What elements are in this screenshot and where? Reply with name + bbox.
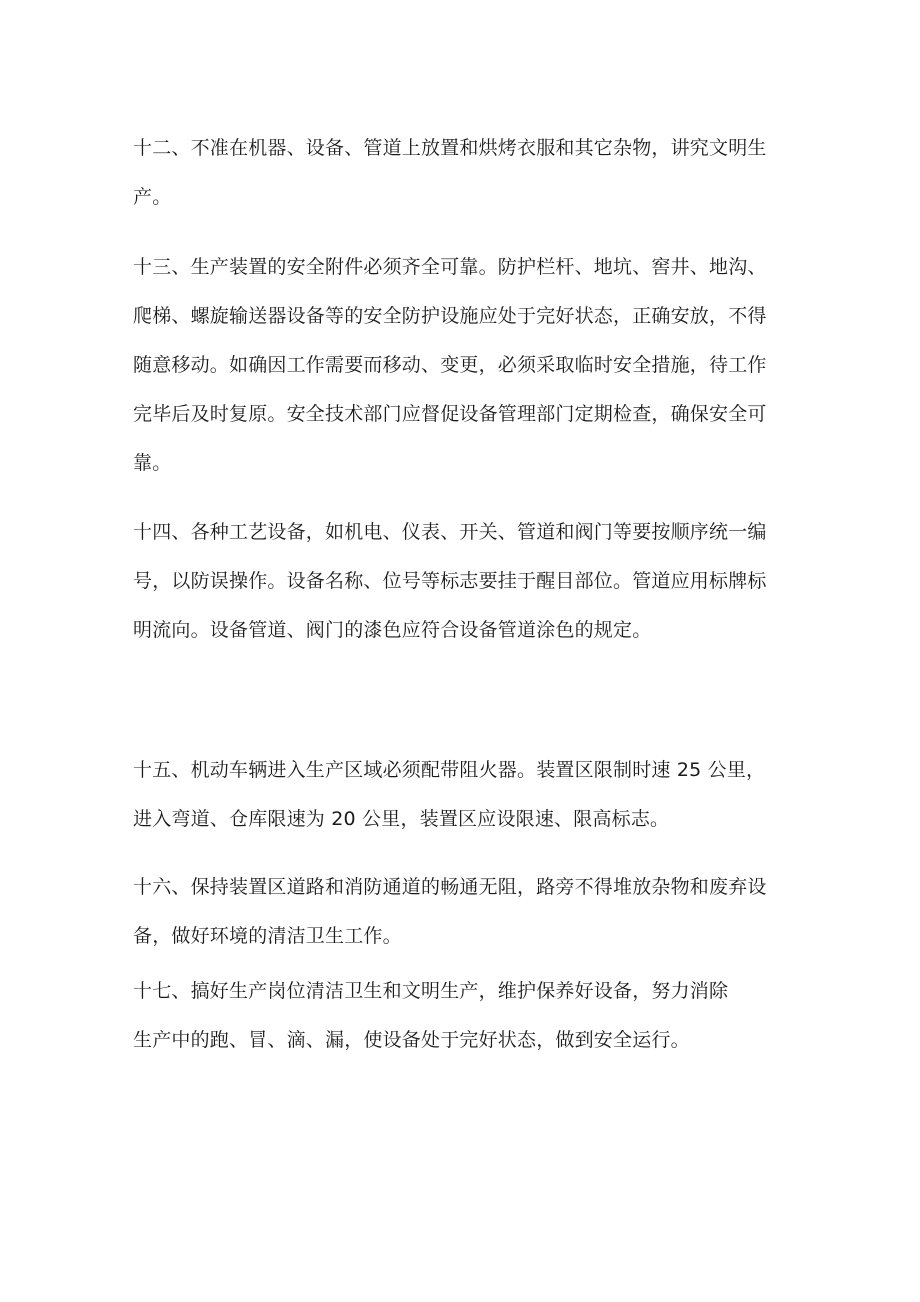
paragraph-12 xyxy=(133,124,813,222)
paragraph-line: 号，以防误操作。设备名称、位号等标志要挂于醒目部位。管道应用标牌标 xyxy=(133,570,767,592)
paragraph-16 xyxy=(133,863,813,961)
paragraph-line: 十四、各种工艺设备，如机电、仪表、开关、管道和阀门等要按顺序统一编 xyxy=(133,521,767,543)
paragraph-line: 十五、机动车辆进入生产区域必须配带阻火器。装置区限制时速 25 公里， xyxy=(133,759,766,781)
paragraph-14 xyxy=(133,508,813,655)
paragraph-line: 十六、保持装置区道路和消防通道的畅通无阻，路旁不得堆放杂物和废弃设 xyxy=(133,876,767,898)
paragraph-line: 明流向。设备管道、阀门的漆色应符合设备管道涂色的规定。 xyxy=(133,619,652,641)
paragraph-17 xyxy=(133,967,813,1065)
paragraph-line: 生产中的跑、冒、滴、漏，使设备处于完好状态，做到安全运行。 xyxy=(133,1029,690,1051)
paragraph-line: 十三、生产装置的安全附件必须齐全可靠。防护栏杆、地坑、窖井、地沟、 xyxy=(133,256,767,278)
paragraph-line: 备，做好环境的清洁卫生工作。 xyxy=(133,925,402,947)
paragraph-line: 进入弯道、仓库限速为 20 公里，装置区应设限速、限高标志。 xyxy=(133,808,670,830)
paragraph-13 xyxy=(133,243,813,488)
paragraph-line: 靠。 xyxy=(133,452,172,474)
paragraph-15 xyxy=(133,746,813,844)
paragraph-line: 十七、搞好生产岗位清洁卫生和文明生产，维护保养好设备，努力消除 xyxy=(133,980,729,1002)
paragraph-line: 随意移动。如确因工作需要而移动、变更，必须采取临时安全措施，待工作 xyxy=(133,354,767,376)
paragraph-line: 爬梯、螺旋输送器设备等的安全防护设施应处于完好状态，正确安放，不得 xyxy=(133,305,767,327)
paragraph-line: 十二、不准在机器、设备、管道上放置和烘烤衣服和其它杂物，讲究文明生 xyxy=(133,137,767,159)
paragraph-line: 完毕后及时复原。安全技术部门应督促设备管理部门定期检查，确保安全可 xyxy=(133,403,767,425)
paragraph-line: 产。 xyxy=(133,186,172,208)
